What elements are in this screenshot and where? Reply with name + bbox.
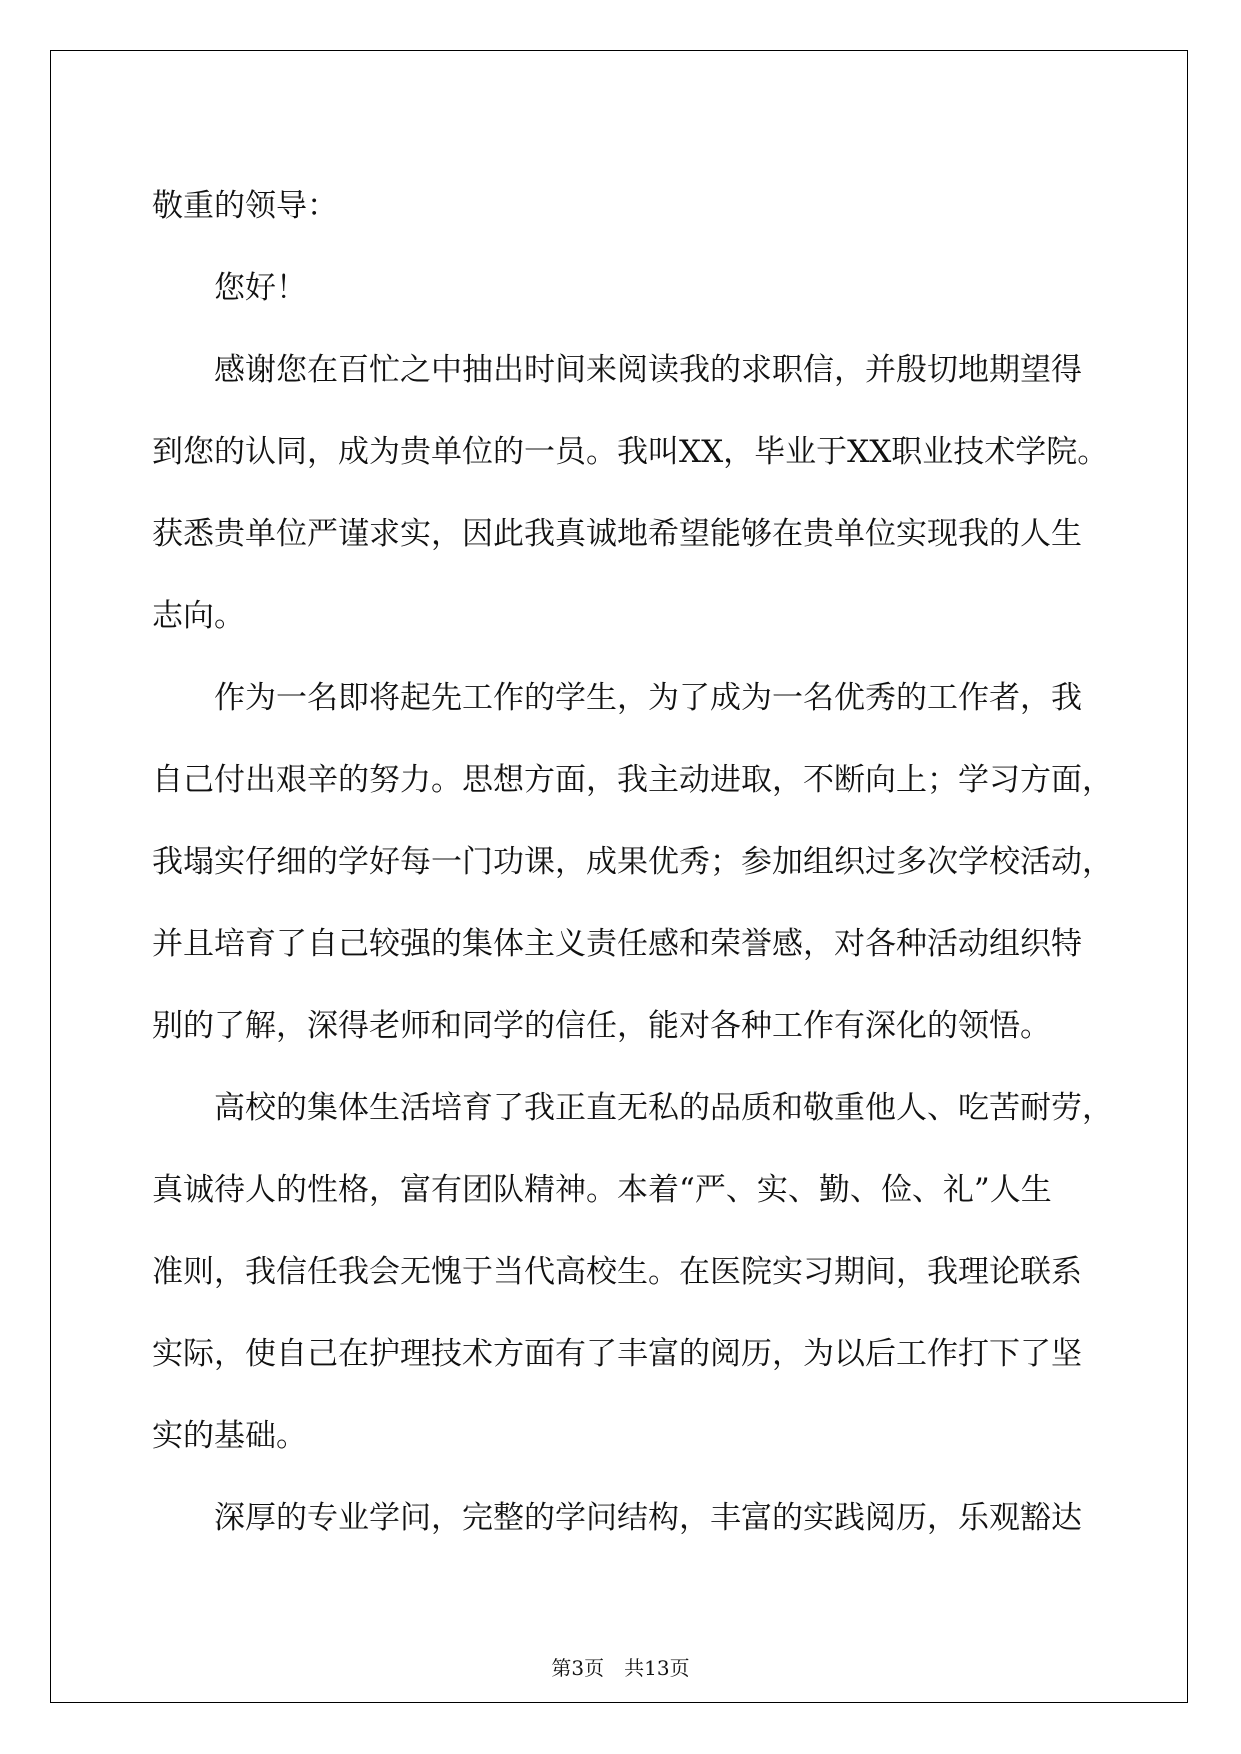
paragraph-line: 真诚待人的性格，富有团队精神。本着“严、实、勤、俭、礼”人生 xyxy=(152,1172,1052,1208)
paragraph-line: 准则，我信任我会无愧于当代高校生。在医院实习期间，我理论联系 xyxy=(152,1254,1082,1290)
paragraph-line: 感谢您在百忙之中抽出时间来阅读我的求职信，并殷切地期望得 xyxy=(214,352,1082,388)
paragraph-line: 作为一名即将起先工作的学生，为了成为一名优秀的工作者，我 xyxy=(214,680,1082,716)
paragraph-line: 别的了解，深得老师和同学的信任，能对各种工作有深化的领悟。 xyxy=(152,1008,1051,1044)
paragraph-line: 高校的集体生活培育了我正直无私的品质和敬重他人、吃苦耐劳， xyxy=(214,1090,1113,1126)
paragraph-line: 获悉贵单位严谨求实，因此我真诚地希望能够在贵单位实现我的人生 xyxy=(152,516,1082,552)
paragraph-line: 实际，使自己在护理技术方面有了丰富的阅历，为以后工作打下了坚 xyxy=(152,1336,1082,1372)
greeting-line: 您好！ xyxy=(214,270,307,306)
paragraph-line: 志向。 xyxy=(152,598,245,634)
paragraph-line: 自己付出艰辛的努力。思想方面，我主动进取，不断向上；学习方面， xyxy=(152,762,1113,798)
paragraph-line: 我塌实仔细的学好每一门功课，成果优秀；参加组织过多次学校活动， xyxy=(152,844,1113,880)
page-number-footer: 第3页 共13页 xyxy=(551,1656,690,1680)
paragraph-line: 到您的认同，成为贵单位的一员。我叫XX，毕业于XX职业技术学院。 xyxy=(152,434,1109,470)
paragraph-line: 深厚的专业学问，完整的学问结构，丰富的实践阅历，乐观豁达 xyxy=(214,1500,1082,1536)
letter-body xyxy=(152,165,1113,1559)
salutation-line: 敬重的领导： xyxy=(152,188,338,224)
paragraph-line: 并且培育了自己较强的集体主义责任感和荣誉感，对各种活动组织特 xyxy=(152,926,1082,962)
paragraph-line: 实的基础。 xyxy=(152,1418,307,1454)
